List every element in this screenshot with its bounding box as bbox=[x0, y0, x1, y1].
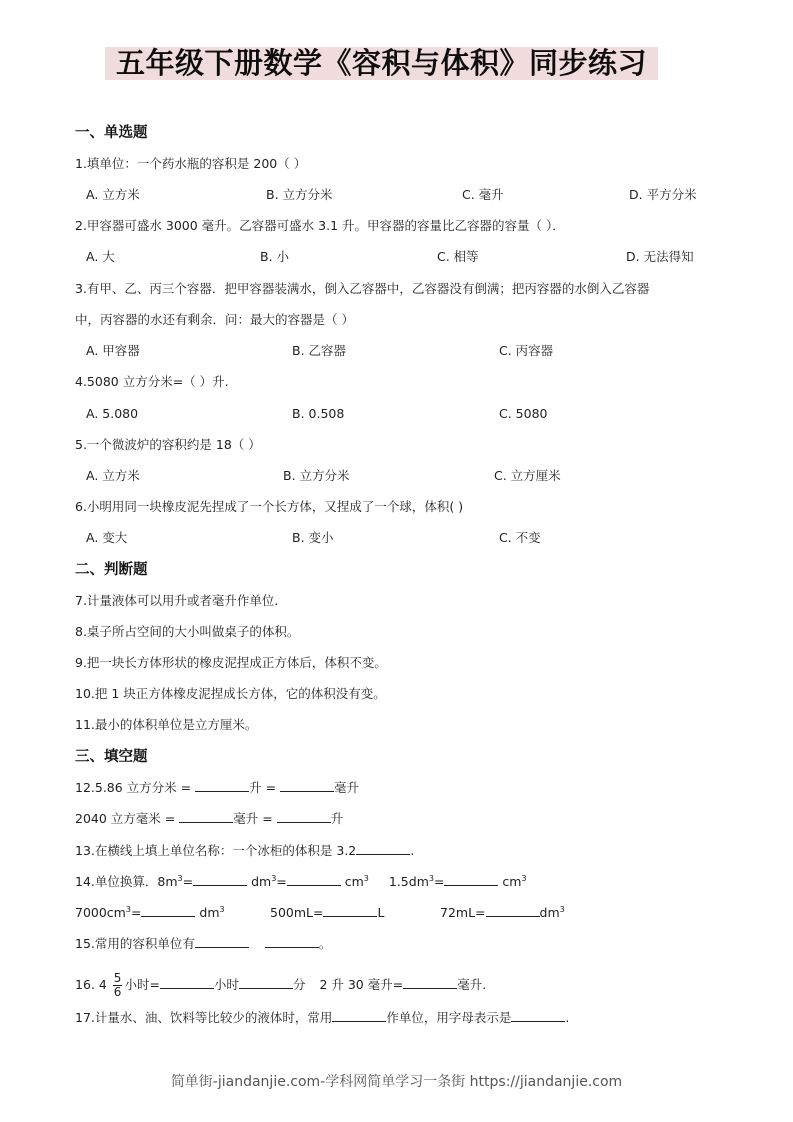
question-6: 6.小明用同一块橡皮泥先捏成了一个长方体，又捏成了一个球，体积( ) bbox=[75, 499, 464, 514]
q1-option-d: D. 平方分米 bbox=[629, 187, 697, 202]
question-17: 17.计量水、油、饮料等比较少的液体时，常用 作单位，用字母表示是 . bbox=[75, 1010, 570, 1025]
q3-option-b: B. 乙容器 bbox=[292, 343, 347, 358]
question-5: 5.一个微波炉的容积约是 18（ ） bbox=[75, 437, 261, 452]
q5-option-a: A. 立方米 bbox=[86, 468, 140, 483]
question-1: 1.填单位：一个药水瓶的容积是 200（ ） bbox=[75, 156, 307, 171]
q4-option-c: C. 5080 bbox=[499, 406, 548, 421]
answer-blank[interactable] bbox=[141, 905, 195, 917]
answer-blank[interactable] bbox=[356, 843, 410, 855]
q2-option-a: A. 大 bbox=[86, 249, 115, 264]
q2-option-c: C. 相等 bbox=[437, 249, 479, 264]
answer-blank[interactable] bbox=[280, 780, 334, 792]
answer-blank[interactable] bbox=[193, 874, 247, 886]
answer-blank[interactable] bbox=[511, 1010, 565, 1022]
q5-option-c: C. 立方厘米 bbox=[494, 468, 561, 483]
question-8: 8.桌子所占空间的大小叫做桌子的体积。 bbox=[75, 624, 300, 639]
answer-blank[interactable] bbox=[332, 1010, 386, 1022]
answer-blank[interactable] bbox=[486, 905, 540, 917]
question-7: 7.计量液体可以用升或者毫升作单位. bbox=[75, 593, 279, 608]
question-11: 11.最小的体积单位是立方厘米。 bbox=[75, 717, 258, 732]
question-14-row-2: $7000cm^3= dm^3$ bbox=[75, 905, 225, 920]
question-9: 9.把一块长方体形状的橡皮泥捏成正方体后，体积不变。 bbox=[75, 655, 387, 670]
answer-blank[interactable] bbox=[160, 977, 214, 989]
q3-option-c: C. 丙容器 bbox=[499, 343, 554, 358]
q1-option-b: B. 立方分米 bbox=[266, 187, 333, 202]
question-3-line-2: 中，丙容器的水还有剩余．问：最大的容器是（ ） bbox=[75, 312, 354, 327]
answer-blank[interactable] bbox=[179, 811, 233, 823]
question-4: 4.5080 立方分米=（ ）升. bbox=[75, 374, 229, 389]
question-10: 10.把 1 块正方体橡皮泥捏成长方体，它的体积没有变。 bbox=[75, 686, 386, 701]
page-title: 五年级下册数学《容积与体积》同步练习 bbox=[105, 47, 658, 80]
answer-blank[interactable] bbox=[323, 905, 377, 917]
question-13: 13.在横线上填上单位名称：一个冰柜的体积是 3.2 . bbox=[75, 843, 415, 858]
q1-option-c: C. 毫升 bbox=[462, 187, 504, 202]
q5-option-b: B. 立方分米 bbox=[283, 468, 350, 483]
question-16: 16. 4 $\frac{5}{6}$ 小时= 小时 分 2 升 30 毫升= 毫升. bbox=[75, 971, 487, 999]
question-2: 2.甲容器可盛水 3000 毫升。乙容器可盛水 3.1 升。甲容器的容量比乙容器的容量（ ）． bbox=[75, 218, 565, 233]
section-heading-fill-blank: 三、填空题 bbox=[75, 749, 148, 765]
answer-blank[interactable] bbox=[265, 936, 319, 948]
q1-option-a: A. 立方米 bbox=[86, 187, 140, 202]
question-14-row-2-b: 500mL= L bbox=[270, 905, 385, 920]
answer-blank[interactable] bbox=[403, 977, 457, 989]
question-12-b: 2040 立方毫米 = 毫升 = 升 bbox=[75, 811, 344, 826]
section-heading-single-choice: 一、单选题 bbox=[75, 125, 148, 141]
q6-option-b: B. 变小 bbox=[292, 530, 334, 545]
mixed-fraction: $\frac{5}{6}$ bbox=[113, 971, 122, 999]
footer-watermark: 简单街-jiandanjie.com-学科网简单学习一条街 https://jiandanjie.com bbox=[170, 1074, 623, 1090]
answer-blank[interactable] bbox=[195, 780, 249, 792]
question-15: 15.常用的容积单位有 。 bbox=[75, 936, 332, 951]
answer-blank[interactable] bbox=[277, 811, 331, 823]
answer-blank[interactable] bbox=[239, 977, 293, 989]
q4-option-b: B. 0.508 bbox=[292, 406, 345, 421]
question-12-a: 12.5.86 立方分米 = 升 = 毫升 bbox=[75, 780, 360, 795]
section-heading-true-false: 二、判断题 bbox=[75, 562, 148, 578]
q2-option-d: D. 无法得知 bbox=[626, 249, 694, 264]
answer-blank[interactable] bbox=[195, 936, 249, 948]
answer-blank[interactable] bbox=[287, 874, 341, 886]
q6-option-c: C. 不变 bbox=[499, 530, 541, 545]
q3-option-a: A. 甲容器 bbox=[86, 343, 140, 358]
question-3-line-1: 3.有甲、乙、丙三个容器．把甲容器装满水，倒入乙容器中，乙容器没有倒满；把丙容器的水倒入乙容器 bbox=[75, 281, 650, 296]
q2-option-b: B. 小 bbox=[260, 249, 290, 264]
question-14-row-1: 14.单位换算．$8m^3= dm^3= cm^3$ $1.5dm^3= cm^3$ bbox=[75, 874, 527, 889]
question-14-row-2-c: $72mL= dm^3$ bbox=[440, 905, 565, 920]
answer-blank[interactable] bbox=[444, 874, 498, 886]
q6-option-a: A. 变大 bbox=[86, 530, 128, 545]
q4-option-a: A. 5.080 bbox=[86, 406, 139, 421]
